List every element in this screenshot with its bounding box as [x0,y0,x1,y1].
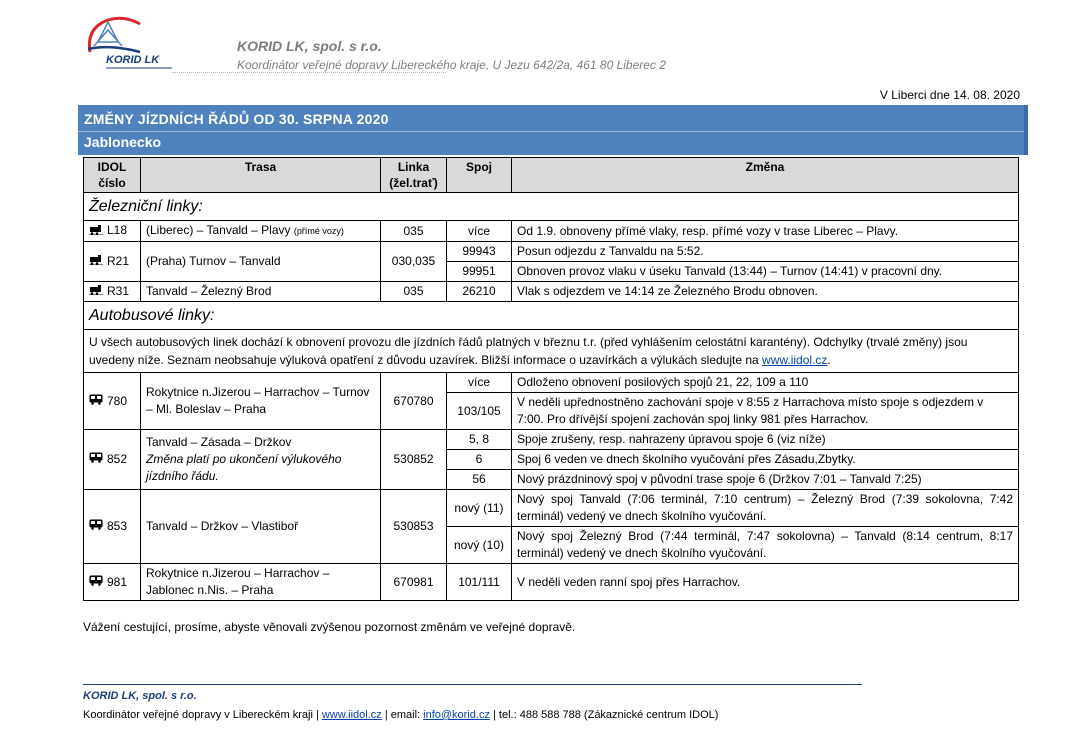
header-divider [172,72,446,73]
changes-table [83,157,1019,601]
bus-icon [89,518,103,535]
company-address: Koordinátor veřejné dopravy Libereckého kraje, U Jezu 642/2a, 461 80 Liberec 2 [237,58,666,72]
zmena-cell: Posun odjezdu z Tanvaldu na 5:52. [512,242,1019,262]
zmena-cell: Vlak s odjezdem ve 14:14 ze Železného Brodu obnoven. [512,282,1019,302]
idol-cell: 780 [84,373,141,430]
footer-email-link[interactable]: info@korid.cz [423,709,490,721]
company-name: KORID LK, spol. s r.o. [237,38,382,54]
train-icon [89,283,103,300]
table-row [84,221,1019,242]
idol-cell: 852 [84,430,141,490]
table-row [84,490,1019,527]
table-row [84,564,1019,601]
spoj-cell: 103/105 [447,393,512,430]
trasa-cell: Tanvald – Železný Brod [141,282,381,302]
idol-cell: L18 [84,221,141,242]
zmena-cell: V neděli upřednostněno zachování spoje v 8:55 z Harrachova místo spoje s odjezdem v 7:00. Pro dřívější spojení zachován spoj linky 981 přes Harrachov. [512,393,1019,430]
table-row [84,282,1019,302]
section-title-rail: Železniční linky: [84,193,1019,221]
linka-cell: 530852 [381,430,447,490]
spoj-cell: 5, 8 [447,430,512,450]
linka-cell: 035 [381,221,447,242]
spoj-cell: 56 [447,470,512,490]
spoj-cell: více [447,221,512,242]
table-header-row [84,158,1019,193]
train-icon [89,223,103,240]
zmena-cell: V neděli veden ranní spoj přes Harrachov. [512,564,1019,601]
bus-icon [89,574,103,591]
trasa-cell: Rokytnice n.Jizerou – Harrachov – Turnov – Ml. Boleslav – Praha [141,373,381,430]
greeting-text: Vážení cestující, prosíme, abyste věnovali zvýšenou pozornost změnám ve veřejné dopravě. [83,620,576,634]
document-date: V Liberci dne 14. 08. 2020 [879,88,1020,102]
spoj-cell: nový (11) [447,490,512,527]
section-title-bus: Autobusové linky: [84,302,1019,330]
spoj-cell: 99943 [447,242,512,262]
bus-icon [89,393,103,410]
spoj-cell: 99951 [447,262,512,282]
zmena-cell: Od 1.9. obnoveny přímé vlaky, resp. přímé vozy v trase Liberec – Plavy. [512,221,1019,242]
bus-note: U všech autobusových linek dochází k obnovení provozu dle jízdních řádů platných v březnu t.r. (před vyhlášením celostátní karantény). Odchylky (trvalé změny) jsou uvedeny níže. Seznam neobsahuje výluková opatření z důvodu uzavírek. Bližší informace o uzavírkách a výlukách sledujte na www.iidol.cz. [84,330,1019,373]
spoj-cell: více [447,373,512,393]
footer-divider [83,684,862,685]
region-title: Jablonecko [84,134,162,150]
trasa-cell: Rokytnice n.Jizerou – Harrachov – Jablonec n.Nis. – Praha [141,564,381,601]
linka-cell: 030,035 [381,242,447,282]
bus-note-row [84,330,1019,373]
section-row-rail [84,193,1019,221]
logo-text: KORID LK [106,54,160,66]
bus-icon [89,451,103,468]
title-banner [78,105,1028,155]
idol-cell: R31 [84,282,141,302]
page-title: ZMĚNY JÍZDNÍCH ŘÁDŮ OD 30. SRPNA 2020 [84,111,389,127]
col-header-spoj: Spoj [447,158,512,193]
col-header-linka: Linka (žel.trať) [381,158,447,193]
footer-company: KORID LK, spol. s r.o. [83,690,197,702]
zmena-cell: Nový spoj Železný Brod (7:44 terminál, 7:47 sokolovna) – Tanvald (8:14 centrum, 8:17 terminál) vedený ve dnech školního vyučování. [512,527,1019,564]
footer-web-link[interactable]: www.iidol.cz [321,709,382,721]
zmena-cell: Obnoven provoz vlaku v úseku Tanvald (13:44) – Turnov (14:41) v pracovní dny. [512,262,1019,282]
footer-contact: Koordinátor veřejné dopravy v Libereckém kraji | www.iidol.cz | email: info@korid.cz | tel.: 488 588 788 (Zákaznické centrum IDOL) [83,709,719,721]
col-header-trasa: Trasa [141,158,381,193]
idol-cell: R21 [84,242,141,282]
zmena-cell: Spoj 6 veden ve dnech školního vyučování přes Zásadu,Zbytky. [512,450,1019,470]
spoj-cell: nový (10) [447,527,512,564]
section-row-bus [84,302,1019,330]
train-icon [89,253,103,270]
zmena-cell: Nový prázdninový spoj v původní trase spoje 6 (Držkov 7:01 – Tanvald 7:25) [512,470,1019,490]
table-row [84,430,1019,450]
linka-cell: 530853 [381,490,447,564]
col-header-zmena: Změna [512,158,1019,193]
banner-divider [78,131,1024,132]
zmena-cell: Spoje zrušeny, resp. nahrazeny úpravou spoje 6 (viz níže) [512,430,1019,450]
table-row [84,373,1019,393]
iidol-link[interactable]: www.iidol.cz [762,353,828,368]
trasa-note: Změna platí po ukončení výlukového jízdního řádu. [146,452,342,484]
korid-logo [80,16,175,72]
trasa-cell: Tanvald – Zásada – Držkov Změna platí po ukončení výlukového jízdního řádu. [141,430,381,490]
idol-cell: 853 [84,490,141,564]
trasa-cell: (Praha) Turnov – Tanvald [141,242,381,282]
trasa-cell: (Liberec) – Tanvald – Plavy (přímé vozy) [141,221,381,242]
spoj-cell: 101/111 [447,564,512,601]
col-header-idol: IDOL číslo [84,158,141,193]
linka-cell: 035 [381,282,447,302]
zmena-cell: Odloženo obnovení posilových spojů 21, 22, 109 a 110 [512,373,1019,393]
idol-cell: 981 [84,564,141,601]
linka-cell: 670780 [381,373,447,430]
zmena-cell: Nový spoj Tanvald (7:06 terminál, 7:10 centrum) – Železný Brod (7:39 sokolovna, 7:42 terminál) vedený ve dnech školního vyučování. [512,490,1019,527]
table-row [84,242,1019,262]
trasa-cell: Tanvald – Držkov – Vlastiboř [141,490,381,564]
spoj-cell: 6 [447,450,512,470]
linka-cell: 670981 [381,564,447,601]
spoj-cell: 26210 [447,282,512,302]
